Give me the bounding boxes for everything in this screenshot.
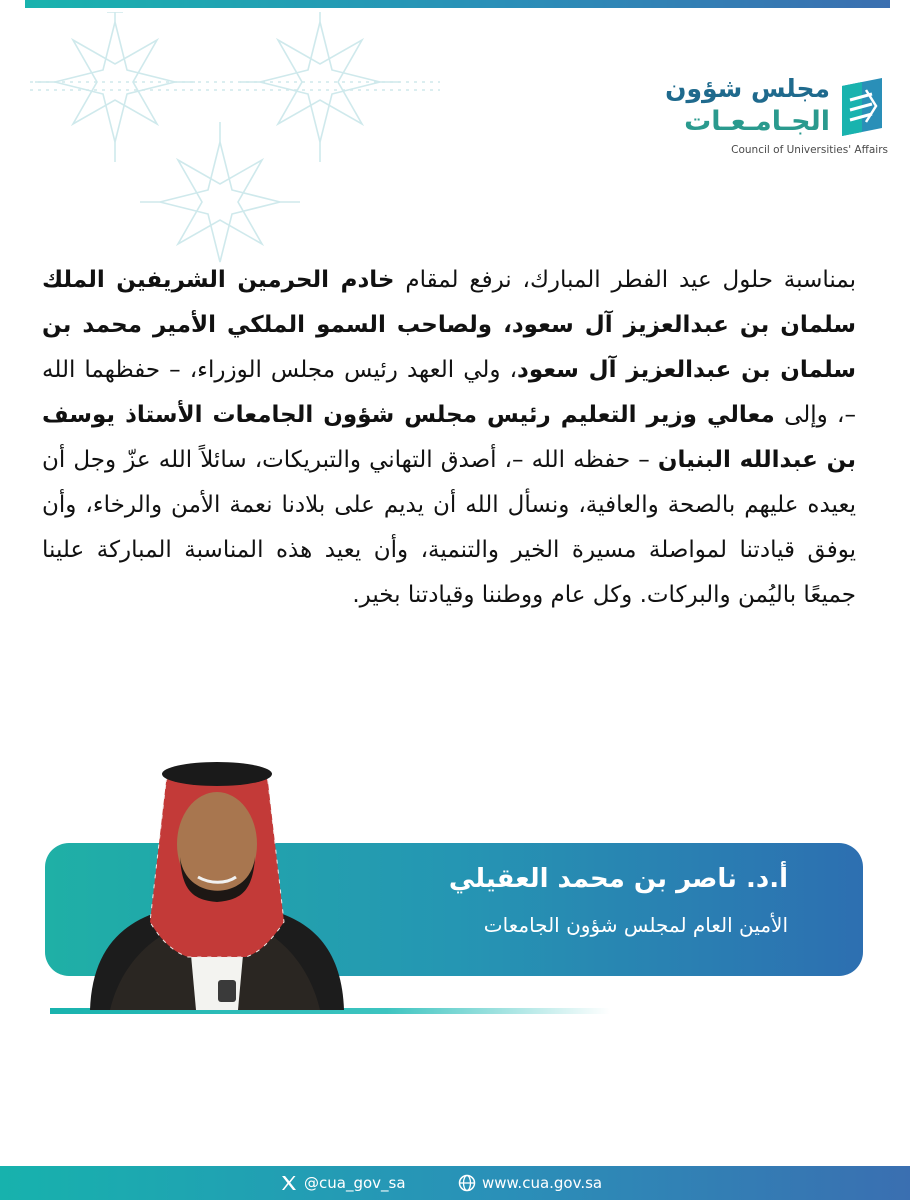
website-link[interactable] (458, 1170, 602, 1196)
message-part-2: ، ولي العهد رئيس مجلس الوزراء، – حفظهما الله –، وإلى (42, 357, 856, 428)
logo-emblem-icon (836, 76, 888, 138)
logo-arabic-line2: الجـامـعـات (684, 106, 830, 137)
greeting-message (42, 258, 856, 618)
website-url: www.cua.gov.sa (482, 1174, 603, 1192)
message-part-3: – حفظه الله –، أصدق التهاني والتبريكات، سائلاً الله عزّ وجل أن يعيده عليهم بالصحة والعافية، ونسأل الله أن يديم على بلادنا نعمة الأمن والرخاء، وأن يوفق قيادتنا لمواصلة مسيرة الخير والتنمية، وأن يعيد هذه المناسبة المباركة علينا جميعًا باليُمن والبركات. وكل عام ووطننا وقيادتنا بخير. (42, 447, 856, 608)
twitter-link[interactable] (280, 1170, 406, 1196)
twitter-handle: @cua_gov_sa (304, 1174, 406, 1192)
globe-icon (458, 1174, 476, 1192)
secretary-general-portrait (70, 752, 362, 1010)
council-logo (665, 72, 888, 162)
message-minister: معالي وزير التعليم رئيس مجلس شؤون الجامعات الأستاذ يوسف بن عبدالله البنيان (42, 402, 857, 473)
message-king-crown-prince: خادم الحرمين الشريفين الملك سلمان بن عبدالعزيز آل سعود، ولصاحب السمو الملكي الأمير محمد بن سلمان بن عبدالعزيز آل سعود (42, 267, 856, 383)
logo-arabic-line1: مجلس شؤون (665, 74, 830, 103)
signatory-name: أ.د. ناصر بن محمد العقيلي (448, 864, 788, 894)
logo-english-name: Council of Universities' Affairs (731, 144, 888, 156)
message-part-1: بمناسبة حلول عيد الفطر المبارك، نرفع لمقام (394, 267, 856, 293)
signatory-title: الأمين العام لمجلس شؤون الجامعات (483, 913, 788, 937)
top-accent-bar (25, 0, 890, 8)
footer-bar (0, 1166, 910, 1200)
x-logo-icon (280, 1174, 298, 1192)
